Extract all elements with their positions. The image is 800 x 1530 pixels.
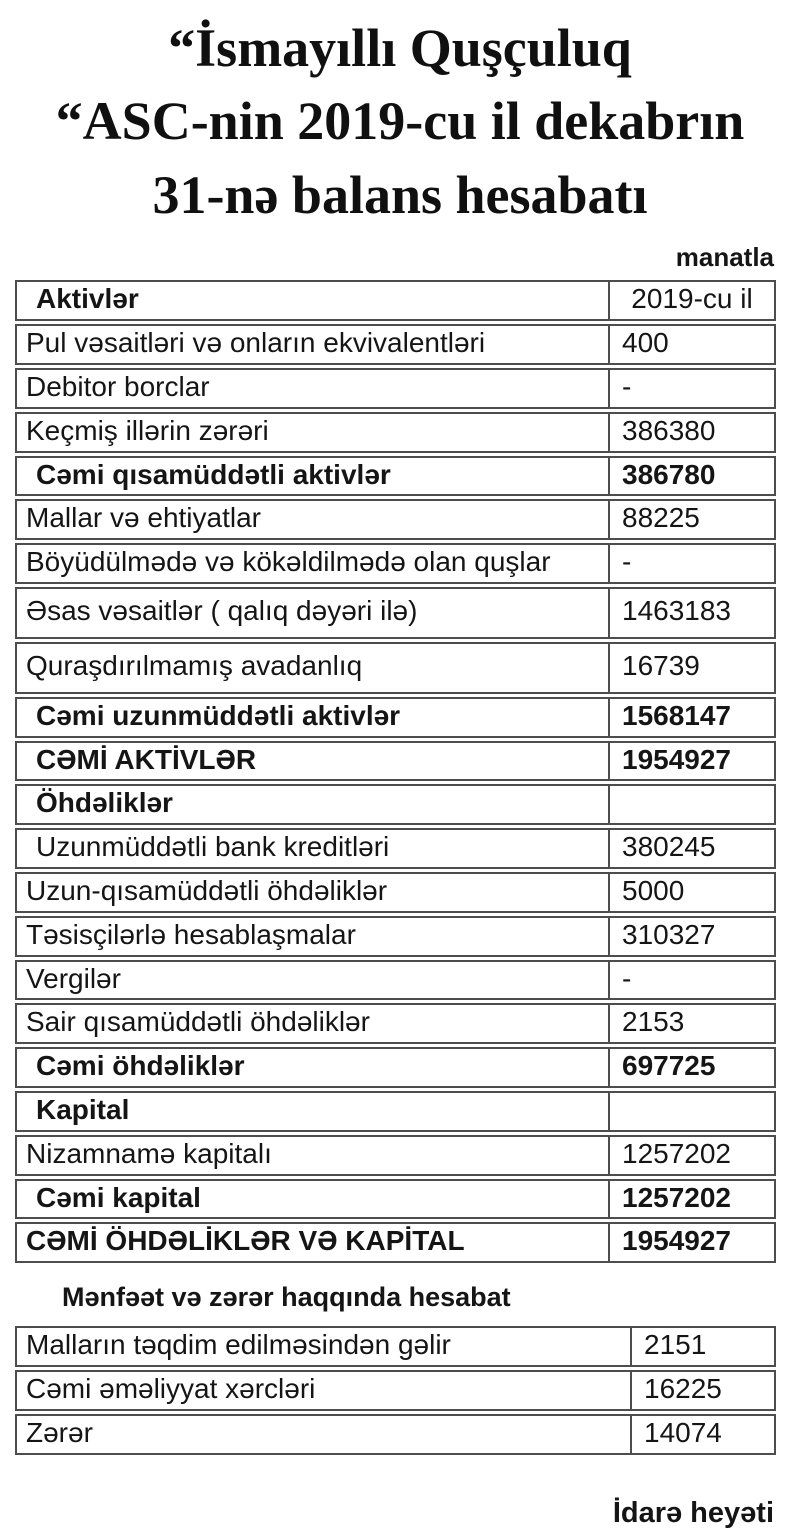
table-row [15, 872, 776, 913]
table-row [15, 697, 776, 738]
currency-note: manatla [675, 242, 774, 273]
row-value: 88225 [608, 501, 774, 538]
report-title-line-2: “ASC-nin 2019-cu il dekabrın [55, 91, 745, 152]
row-value: 16739 [608, 644, 774, 692]
row-label: Cəmi kapital [36, 1181, 201, 1213]
row-value: - [608, 962, 774, 999]
row-label: Pul vəsaitləri və onların ekvivalentləri [26, 327, 486, 359]
header-value: 2019-cu il [608, 282, 774, 319]
report-title-line-1: “İsmayıllı Quşçuluq [168, 18, 632, 78]
table-row [15, 1326, 776, 1367]
row-label: Böyüdülmədə və kökəldilmədə olan quşlar [26, 546, 551, 578]
row-value: 1257202 [608, 1181, 774, 1218]
row-label: CƏMİ AKTİVLƏR [36, 743, 257, 775]
row-value: 1954927 [608, 743, 774, 780]
table-row [15, 587, 776, 639]
row-label: CƏMİ ÖHDƏLİKLƏR VƏ KAPİTAL [26, 1225, 465, 1257]
row-label: Cəmi uzunmüddətli aktivlər [36, 699, 401, 731]
table-row [15, 368, 776, 409]
row-label: Zərər [26, 1416, 93, 1448]
row-value: 400 [608, 326, 774, 363]
header-label: Aktivlər [36, 283, 139, 315]
row-value [608, 1093, 774, 1130]
row-label: Keçmiş illərin zərəri [26, 414, 269, 446]
table-row [15, 1091, 776, 1132]
row-value: 5000 [608, 874, 774, 911]
table-row [15, 642, 776, 694]
row-label: Nizamnamə kapitalı [26, 1137, 272, 1169]
row-label: Quraşdırılmamış avadanlıq [26, 650, 363, 682]
table-row [15, 412, 776, 453]
table-row [15, 543, 776, 584]
row-value: 380245 [608, 830, 774, 867]
row-label: Malların təqdim edilməsindən gəlir [26, 1329, 451, 1361]
table-row [15, 456, 776, 497]
row-value: 697725 [608, 1049, 774, 1086]
row-label: Təsisçilərlə hesablaşmalar [26, 918, 356, 950]
row-value: 16225 [630, 1372, 774, 1409]
row-value: 386780 [608, 458, 774, 495]
table-row [15, 499, 776, 540]
table-row [15, 828, 776, 869]
row-value: - [608, 545, 774, 582]
table-row [15, 1370, 776, 1411]
row-label: Cəmi öhdəliklər [36, 1050, 245, 1082]
row-value: 2151 [630, 1328, 774, 1365]
footer-signature: İdarə heyəti [612, 1496, 774, 1529]
table-header-row [15, 280, 776, 321]
row-label: Sair qısamüddətli öhdəliklər [26, 1006, 370, 1038]
row-label: Debitor borclar [26, 370, 210, 402]
report-title [0, 0, 800, 232]
row-label: Cəmi qısamüddətli aktivlər [36, 458, 391, 490]
income-statement-table [15, 1326, 776, 1454]
table-row [15, 784, 776, 825]
table-row [15, 960, 776, 1001]
row-value: 14074 [630, 1416, 774, 1453]
row-value: 386380 [608, 414, 774, 451]
table-row [15, 1222, 776, 1263]
row-label: Cəmi əməliyyat xərcləri [26, 1373, 316, 1405]
row-value: 1463183 [608, 589, 774, 637]
row-value: 1257202 [608, 1137, 774, 1174]
row-value [608, 786, 774, 823]
table-row [15, 1003, 776, 1044]
row-label: Əsas vəsaitlər ( qalıq dəyəri ilə) [26, 595, 418, 627]
table-row [15, 1135, 776, 1176]
income-statement-heading: Mənfəət və zərər haqqında hesabat [62, 1282, 511, 1313]
row-value: 2153 [608, 1005, 774, 1042]
row-value: 1568147 [608, 699, 774, 736]
row-value: - [608, 370, 774, 407]
row-label: Uzunmüddətli bank kreditləri [36, 831, 390, 863]
row-label: Kapital [36, 1094, 130, 1126]
row-value: 1954927 [608, 1224, 774, 1261]
row-label: Vergilər [26, 962, 121, 994]
table-row [15, 1414, 776, 1455]
row-label: Öhdəliklər [36, 787, 173, 819]
row-label: Mallar və ehtiyatlar [26, 502, 261, 534]
table-row [15, 741, 776, 782]
balance-sheet-table [15, 280, 776, 1263]
table-row [15, 1047, 776, 1088]
row-label: Uzun-qısamüddətli öhdəliklər [26, 875, 388, 907]
table-row [15, 1179, 776, 1220]
table-row [15, 916, 776, 957]
row-value: 310327 [608, 918, 774, 955]
table-row [15, 324, 776, 365]
report-title-line-3: 31-nə balans hesabatı [152, 164, 648, 225]
